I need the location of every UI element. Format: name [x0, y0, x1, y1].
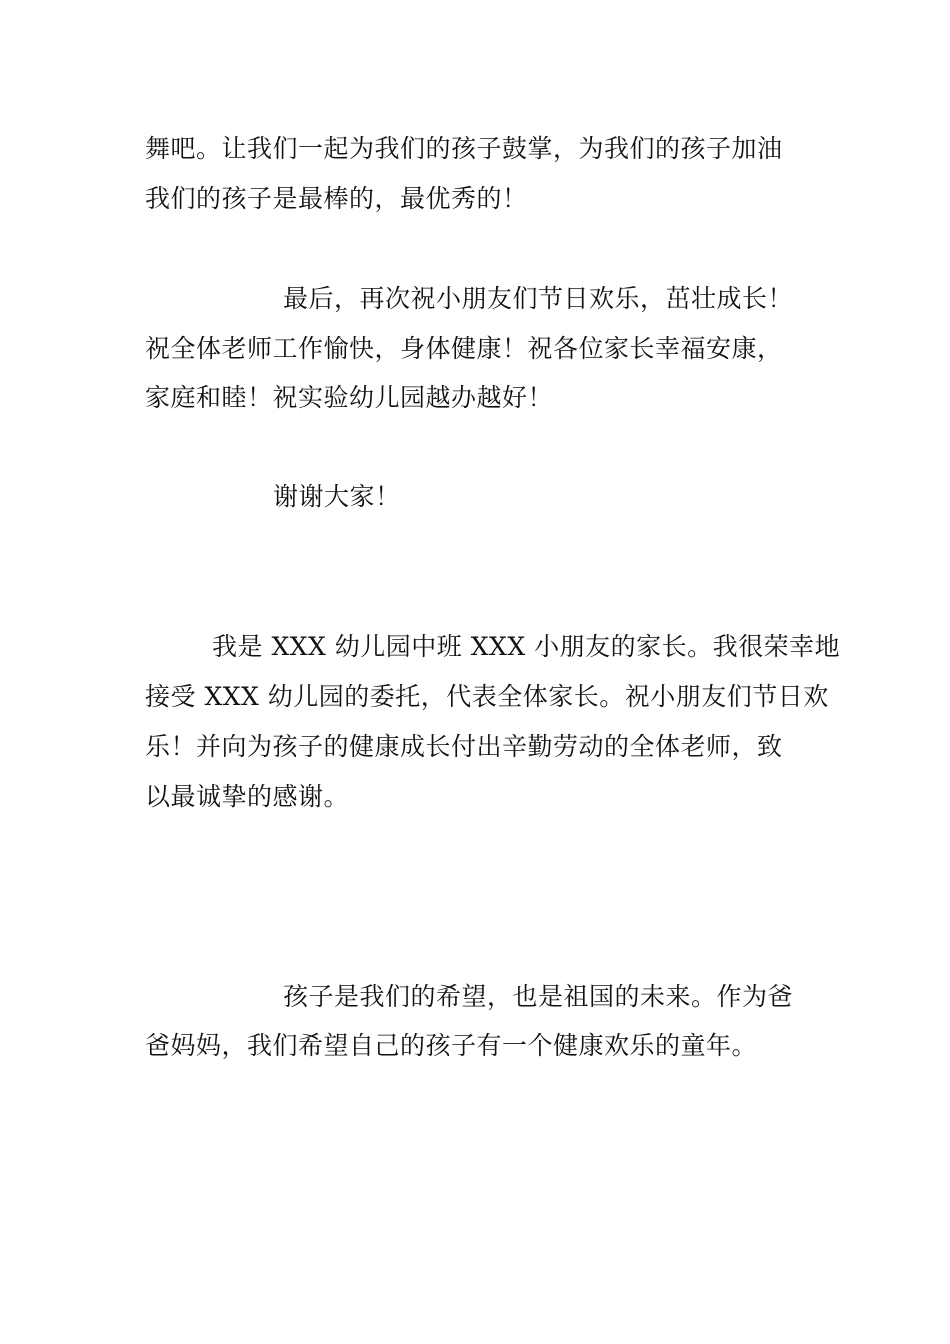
paragraph-2-line-2: 祝全体老师工作愉快，身体健康！祝各位家长幸福安康，: [145, 334, 783, 363]
paragraph-4-line-3: 乐！并向为孩子的健康成长付出辛勤劳动的全体老师，致: [145, 732, 783, 761]
paragraph-2-line-1: 最后，再次祝小朋友们节日欢乐，茁壮成长！: [283, 284, 794, 313]
paragraph-5-line-2: 爸妈妈，我们希望自己的孩子有一个健康欢乐的童年。: [145, 1031, 758, 1060]
paragraph-1-line-1: 舞吧。让我们一起为我们的孩子鼓掌，为我们的孩子加油: [145, 134, 783, 163]
paragraph-1-line-2: 我们的孩子是最棒的，最优秀的！: [145, 184, 528, 213]
paragraph-2-line-3: 家庭和睦！祝实验幼儿园越办越好！: [145, 383, 554, 412]
paragraph-4-line-1: 我是 XXX 幼儿园中班 XXX 小朋友的家长。我很荣幸地: [212, 632, 841, 661]
paragraph-4-line-2: 接受 XXX 幼儿园的委托，代表全体家长。祝小朋友们节日欢: [145, 682, 829, 711]
paragraph-5-line-1: 孩子是我们的希望，也是祖国的未来。作为爸: [283, 982, 794, 1011]
thanks-line: 谢谢大家！: [273, 482, 401, 511]
paragraph-4-line-4: 以最诚挚的感谢。: [145, 782, 350, 811]
